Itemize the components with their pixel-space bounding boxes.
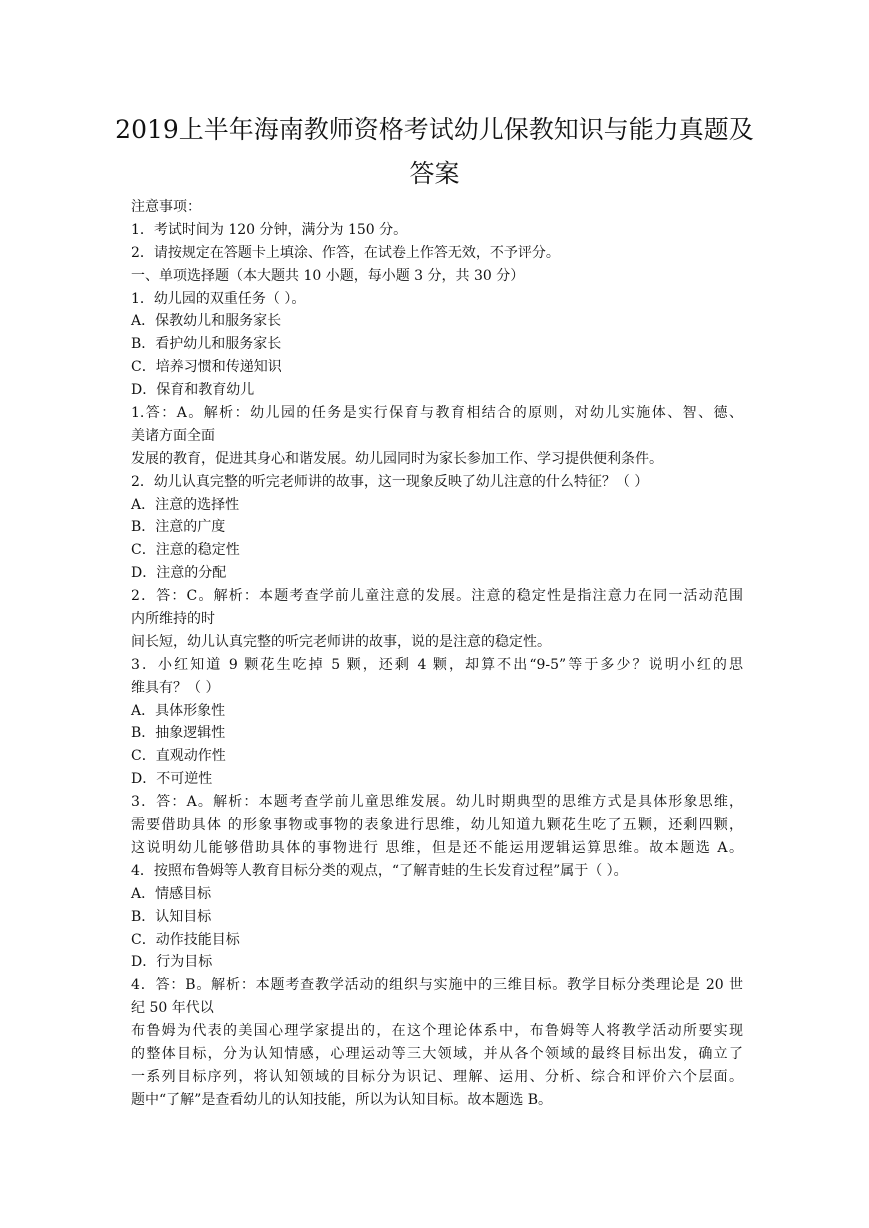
text-line: 1．考试时间为 120 分钟，满分为 150 分。 xyxy=(131,221,408,238)
text-line: 4．答：B。解析：本题考查教学活动的组织与实施中的三维目标。教学目标分类理论是 20 世 xyxy=(131,977,743,994)
text-line: D．保育和教育幼儿 xyxy=(131,382,255,399)
text-line: A．情感目标 xyxy=(131,885,212,902)
text-line: C．直观动作性 xyxy=(131,748,226,765)
text-line: 这说明幼儿能够借助具体的事物进行 思维，但是还不能运用逻辑运算思维。故本题选 A。 xyxy=(131,839,743,856)
text-line: B．看护幼儿和服务家长 xyxy=(131,336,282,353)
document-title-line-2: 答案 xyxy=(409,159,460,188)
text-line: 2．请按规定在答题卡上填涂、作答，在试卷上作答无效，不予评分。 xyxy=(131,244,560,261)
text-line: 内所维持的时 xyxy=(131,611,215,628)
text-line: 1.答：A。解析：幼儿园的任务是实行保育与教育相结合的原则，对幼儿实施体、智、德、 xyxy=(131,405,743,422)
text-line: D．不可逆性 xyxy=(131,771,213,788)
text-line: 4．按照布鲁姆等人教育目标分类的观点，“了解青蛙的生长发育过程”属于（ ）。 xyxy=(131,862,628,879)
text-line: B．注意的广度 xyxy=(131,519,226,536)
text-line: 3．答：A。解析：本题考查学前儿童思维发展。幼儿时期典型的思维方式是具体形象思维， xyxy=(131,794,743,811)
text-line: 2．答：C。解析：本题考查学前儿童注意的发展。注意的稳定性是指注意力在同一活动范围 xyxy=(131,588,743,605)
text-line: B．抽象逻辑性 xyxy=(131,725,226,742)
document-body xyxy=(131,196,743,1112)
text-line: C．注意的稳定性 xyxy=(131,542,240,559)
text-line: 的整体目标，分为认知情感，心理运动等三大领域，并从各个领域的最终目标出发，确立了 xyxy=(131,1045,743,1062)
text-line: 题中“了解”是查看幼儿的认知技能，所以为认知目标。故本题选 B。 xyxy=(131,1091,553,1108)
text-line: 发展的教育，促进其身心和谐发展。幼儿园同时为家长参加工作、学习提供便利条件。 xyxy=(131,450,663,467)
text-line: 维具有？（ ） xyxy=(131,679,220,696)
text-line: 2．幼儿认真完整的听完老师讲的故事，这一现象反映了幼儿注意的什么特征？（ ） xyxy=(131,473,649,490)
text-line: 布鲁姆为代表的美国心理学家提出的，在这个理论体系中，布鲁姆等人将教学活动所要实现 xyxy=(131,1023,743,1040)
text-line: 1．幼儿园的双重任务（ ）。 xyxy=(131,290,306,307)
text-line: C．培养习惯和传递知识 xyxy=(131,359,282,376)
document-title-line-1: 2019上半年海南教师资格考试幼儿保教知识与能力真题及 xyxy=(115,115,754,144)
text-line: 3．小红知道 9 颗花生吃掉 5 颗，还剩 4 颗，却算不出“9-5”等于多少？说明小红的思 xyxy=(131,656,743,673)
text-line: 一、单项选择题（本大题共 10 小题，每小题 3 分，共 30 分） xyxy=(131,267,525,284)
text-line: D．注意的分配 xyxy=(131,565,227,582)
text-line: D．行为目标 xyxy=(131,954,213,971)
text-line: 美诸方面全面 xyxy=(131,427,215,444)
text-line: B．认知目标 xyxy=(131,908,212,925)
text-line: 注意事项： xyxy=(131,199,201,215)
text-line: 间长短，幼儿认真完整的听完老师讲的故事，说的是注意的稳定性。 xyxy=(131,633,551,650)
text-line: 纪 50 年代以 xyxy=(131,1000,214,1017)
text-line: A．具体形象性 xyxy=(131,702,226,719)
text-line: A．注意的选择性 xyxy=(131,496,240,513)
text-line: 一系列目标序列，将认知领域的目标分为识记、理解、运用、分析、综合和评价六个层面。 xyxy=(131,1068,743,1085)
text-line: 需要借助具体 的形象事物或事物的表象进行思维，幼儿知道九颗花生吃了五颗，还剩四颗， xyxy=(131,817,743,834)
text-line: C．动作技能目标 xyxy=(131,931,240,948)
text-line: A．保教幼儿和服务家长 xyxy=(131,313,282,330)
